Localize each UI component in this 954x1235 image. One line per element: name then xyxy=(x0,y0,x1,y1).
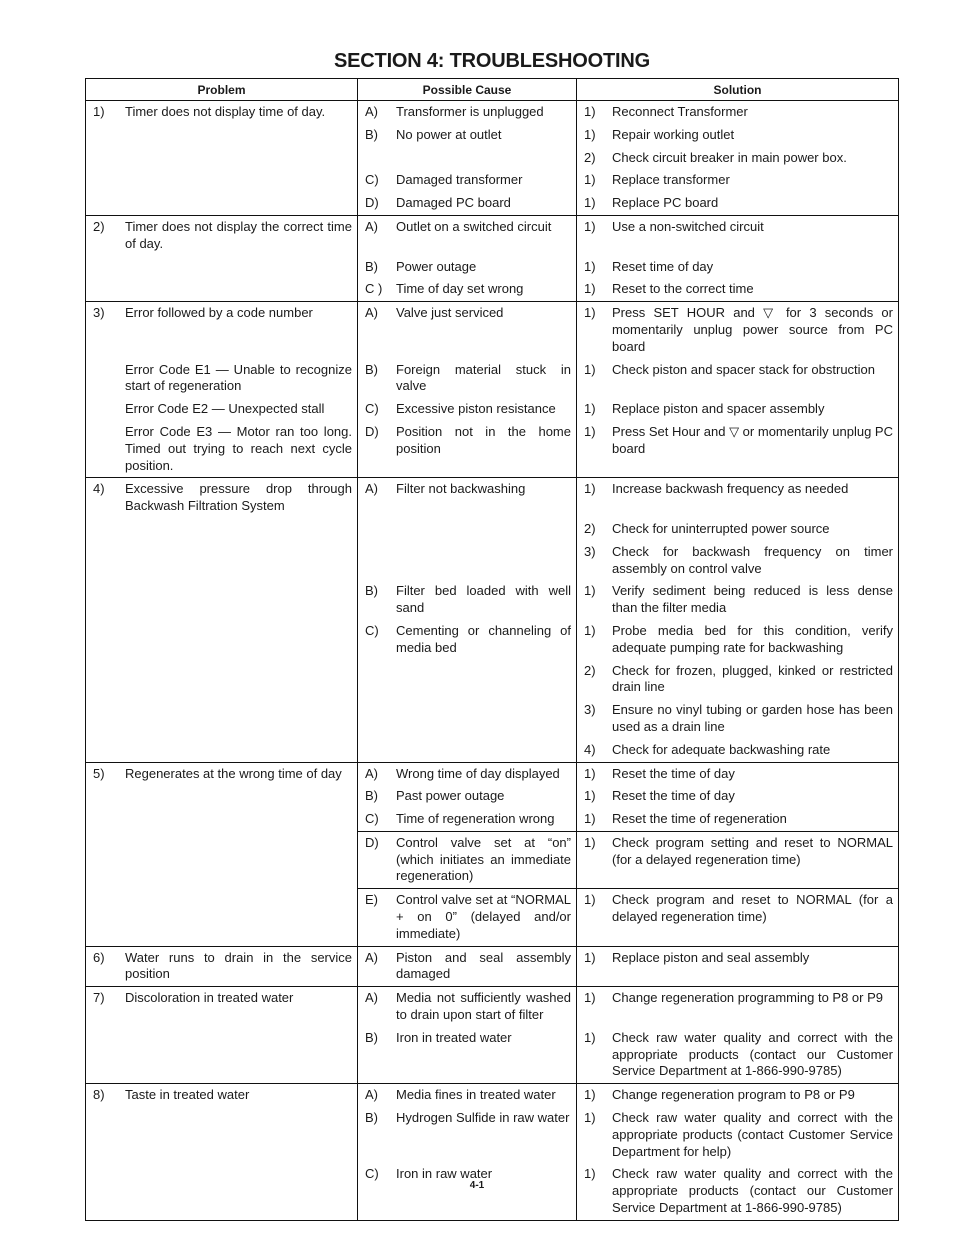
solution-text: Check raw water quality and correct with the appropriate products (contact our Customer Service Department at 1-866-990-9785) xyxy=(612,1029,893,1079)
problem-empty-cell xyxy=(86,1163,358,1220)
cause-empty-cell xyxy=(358,541,577,581)
cause-text: Valve just serviced xyxy=(396,305,504,321)
problem-cell xyxy=(86,359,358,399)
cause-header: Possible Cause xyxy=(358,79,577,101)
cause-text: Wrong time of day displayed xyxy=(396,765,560,781)
solution-cell xyxy=(577,808,899,831)
cause-number: A) xyxy=(365,481,378,497)
cause-text: Media not sufficiently washed to drain upon start of filter xyxy=(396,990,571,1023)
table-row xyxy=(86,946,899,987)
table-row xyxy=(86,889,899,946)
cause-number: D) xyxy=(365,195,379,211)
solution-cell xyxy=(577,278,899,301)
cause-number: E) xyxy=(365,892,378,908)
solution-cell xyxy=(577,1084,899,1107)
problem-text: Error Code E3 — Motor ran too long. Timed out trying to reach next cycle position. xyxy=(125,423,352,473)
problem-empty-cell xyxy=(86,660,358,700)
cause-text: Filter bed loaded with well sand xyxy=(396,583,571,616)
cause-number: C) xyxy=(365,811,379,827)
problem-cell xyxy=(86,478,358,518)
solution-cell xyxy=(577,1027,899,1084)
problem-cell xyxy=(86,946,358,987)
solution-text: Reset time of day xyxy=(612,258,714,274)
cause-text: Iron in raw water xyxy=(396,1166,493,1182)
solution-text: Check program and reset to NORMAL (for a delayed regeneration time) xyxy=(612,892,893,925)
cause-number: A) xyxy=(365,1087,378,1103)
problem-text: Regenerates at the wrong time of day xyxy=(125,765,342,781)
solution-cell xyxy=(577,889,899,946)
problem-cell xyxy=(86,398,358,421)
table-row xyxy=(86,785,899,808)
problem-cell xyxy=(86,987,358,1027)
solution-number: 1) xyxy=(584,834,596,850)
solution-number: 1) xyxy=(584,423,596,439)
solution-cell xyxy=(577,699,899,739)
solution-cell xyxy=(577,256,899,279)
problem-empty-cell xyxy=(86,699,358,739)
solution-text: Probe media bed for this condition, verify adequate pumping rate for backwashing xyxy=(612,622,893,655)
problem-empty-cell xyxy=(86,580,358,620)
table-row xyxy=(86,278,899,301)
table-body xyxy=(86,101,899,1221)
cause-text: Transformer is unplugged xyxy=(396,104,544,119)
solution-cell xyxy=(577,946,899,987)
cause-text: Power outage xyxy=(396,258,477,274)
solution-header: Solution xyxy=(577,79,899,101)
solution-number: 1) xyxy=(584,361,596,377)
cause-empty-cell xyxy=(358,739,577,762)
problem-cell xyxy=(86,1084,358,1107)
solution-cell xyxy=(577,660,899,700)
cause-text: Iron in treated water xyxy=(396,1029,512,1045)
problem-empty-cell xyxy=(86,278,358,301)
table-row xyxy=(86,699,899,739)
solution-text: Check raw water quality and correct with the appropriate products (contact Customer Service Department for help) xyxy=(612,1110,893,1159)
solution-number: 1) xyxy=(584,788,596,804)
problem-text: Water runs to drain in the service position xyxy=(125,949,352,982)
cause-empty-cell xyxy=(358,518,577,541)
problem-text: Discoloration in treated water xyxy=(125,990,294,1006)
cause-cell xyxy=(358,831,577,888)
problem-number-spacer xyxy=(93,362,125,396)
solution-number: 1) xyxy=(584,892,596,908)
solution-text: Replace piston and spacer assembly xyxy=(612,401,825,417)
solution-number: 1) xyxy=(584,218,596,234)
solution-text: Reset the time of day xyxy=(612,788,735,804)
table-row xyxy=(86,1163,899,1220)
solution-number: 1) xyxy=(584,258,596,274)
solution-text: Change regeneration programming to P8 or P9 xyxy=(612,990,883,1006)
table-row xyxy=(86,1027,899,1084)
page-number: 4-1 xyxy=(469,1180,485,1191)
problem-text: Error followed by a code number xyxy=(125,305,313,321)
cause-number: C) xyxy=(365,1166,379,1182)
solution-cell xyxy=(577,739,899,762)
cause-cell xyxy=(358,124,577,147)
table-row xyxy=(86,739,899,762)
problem-empty-cell xyxy=(86,1027,358,1084)
cause-number: B) xyxy=(365,258,378,274)
cause-cell xyxy=(358,762,577,785)
problem-header: Problem xyxy=(86,79,358,101)
solution-cell xyxy=(577,478,899,518)
solution-cell xyxy=(577,124,899,147)
problem-number: 1) xyxy=(93,104,105,119)
table-row xyxy=(86,147,899,170)
cause-empty-cell xyxy=(358,699,577,739)
table-row xyxy=(86,831,899,888)
solution-text: Check for adequate backwashing rate xyxy=(612,741,831,757)
solution-number: 1) xyxy=(584,195,596,211)
cause-text: Position not in the home position xyxy=(396,423,571,456)
cause-text: Piston and seal assembly damaged xyxy=(396,949,571,982)
cause-number: C) xyxy=(365,622,379,638)
cause-text: Time of day set wrong xyxy=(396,281,524,297)
problem-cell xyxy=(86,762,358,785)
cause-text: Outlet on a switched circuit xyxy=(396,218,552,234)
cause-cell xyxy=(358,1163,577,1220)
cause-cell xyxy=(358,946,577,987)
problem-empty-cell xyxy=(86,785,358,808)
table-row xyxy=(86,541,899,581)
solution-cell xyxy=(577,192,899,215)
cause-number: B) xyxy=(365,583,378,599)
cause-cell xyxy=(358,620,577,660)
problem-empty-cell xyxy=(86,169,358,192)
problem-empty-cell xyxy=(86,256,358,279)
solution-text: Verify sediment being reduced is less dense than the filter media xyxy=(612,583,893,616)
solution-number: 1) xyxy=(584,104,596,119)
cause-cell xyxy=(358,580,577,620)
cause-cell xyxy=(358,808,577,831)
cause-number: C ) xyxy=(365,281,383,297)
cause-number: C) xyxy=(365,172,379,188)
solution-text: Check program setting and reset to NORMAL (for a delayed regeneration time) xyxy=(612,834,893,867)
table-row xyxy=(86,660,899,700)
table-row xyxy=(86,359,899,399)
solution-cell xyxy=(577,169,899,192)
cause-number: D) xyxy=(365,423,379,439)
cause-cell xyxy=(358,278,577,301)
cause-cell xyxy=(358,987,577,1027)
solution-cell xyxy=(577,215,899,255)
cause-text: Excessive piston resistance xyxy=(396,401,556,417)
problem-number: 6) xyxy=(93,949,105,965)
table-row xyxy=(86,1084,899,1107)
solution-number: 1) xyxy=(584,811,596,827)
problem-text: Excessive pressure drop through Backwash Filtration System xyxy=(125,481,352,514)
cause-number: D) xyxy=(365,834,379,850)
cause-number: A) xyxy=(365,104,378,119)
problem-empty-cell xyxy=(86,739,358,762)
solution-number: 1) xyxy=(584,1087,596,1103)
cause-text: Damaged transformer xyxy=(396,172,523,188)
solution-cell xyxy=(577,359,899,399)
problem-number: 2) xyxy=(93,218,105,234)
solution-number: 1) xyxy=(584,1029,596,1045)
cause-number: A) xyxy=(365,305,378,321)
solution-number: 1) xyxy=(584,949,596,965)
cause-cell xyxy=(358,101,577,124)
solution-number: 3) xyxy=(584,543,596,559)
solution-number: 1) xyxy=(584,481,596,497)
solution-text: Reset to the correct time xyxy=(612,281,754,297)
cause-text: Past power outage xyxy=(396,788,505,804)
solution-cell xyxy=(577,580,899,620)
solution-cell xyxy=(577,541,899,581)
solution-cell xyxy=(577,302,899,359)
solution-text: Reconnect Transformer xyxy=(612,104,748,119)
solution-number: 2) xyxy=(584,149,596,165)
solution-text: Check piston and spacer stack for obstruction xyxy=(612,361,876,377)
solution-number: 1) xyxy=(584,1166,596,1182)
solution-number: 2) xyxy=(584,520,596,536)
cause-text: Media fines in treated water xyxy=(396,1087,556,1103)
problem-number: 5) xyxy=(93,765,105,781)
cause-cell xyxy=(358,256,577,279)
problem-empty-cell xyxy=(86,1107,358,1163)
problem-empty-cell xyxy=(86,831,358,888)
solution-number: 1) xyxy=(584,622,596,638)
cause-number: A) xyxy=(365,990,378,1006)
solution-cell xyxy=(577,987,899,1027)
table-row xyxy=(86,421,899,478)
cause-cell xyxy=(358,478,577,518)
problem-empty-cell xyxy=(86,147,358,170)
cause-cell xyxy=(358,169,577,192)
problem-text: Timer does not display time of day. xyxy=(125,104,326,119)
solution-cell xyxy=(577,147,899,170)
solution-number: 1) xyxy=(584,281,596,297)
solution-text: Check raw water quality and correct with the appropriate products (contact our Customer Service Department at 1-866-990-9785) xyxy=(612,1166,893,1216)
cause-text: Foreign material stuck in valve xyxy=(396,361,571,394)
table-row xyxy=(86,620,899,660)
solution-text: Ensure no vinyl tubing or garden hose has been used as a drain line xyxy=(612,702,893,734)
cause-text: Filter not backwashing xyxy=(396,481,526,497)
solution-number: 2) xyxy=(584,662,596,678)
solution-number: 1) xyxy=(584,765,596,781)
solution-number: 1) xyxy=(584,126,596,142)
cause-cell xyxy=(358,1027,577,1084)
solution-text: Press Set Hour and ▽ or momentarily unplug PC board xyxy=(612,423,893,456)
table-row xyxy=(86,478,899,518)
solution-number: 3) xyxy=(584,702,596,718)
solution-text: Replace transformer xyxy=(612,172,730,188)
problem-number-spacer xyxy=(93,424,125,474)
solution-number: 1) xyxy=(584,583,596,599)
problem-text: Timer does not display the correct time of day. xyxy=(125,218,352,251)
cause-number: B) xyxy=(365,1029,378,1045)
cause-text: Control valve set at “on” (which initiates an immediate regeneration) xyxy=(396,834,571,884)
solution-text: Check circuit breaker in main power box. xyxy=(612,149,847,165)
solution-number: 4) xyxy=(584,741,596,757)
page-title: SECTION 4: TROUBLESHOOTING xyxy=(334,50,650,72)
table-row xyxy=(86,302,899,359)
cause-text: Hydrogen Sulfide in raw water xyxy=(396,1110,570,1126)
solution-cell xyxy=(577,785,899,808)
cause-text: Control valve set at “NORMAL + on 0” (delayed and/or immediate) xyxy=(396,892,571,941)
solution-cell xyxy=(577,398,899,421)
cause-number: A) xyxy=(365,765,378,781)
problem-cell xyxy=(86,302,358,359)
cause-cell xyxy=(358,192,577,215)
problem-text: Error Code E2 — Unexpected stall xyxy=(125,401,325,417)
problem-empty-cell xyxy=(86,620,358,660)
solution-text: Replace PC board xyxy=(612,195,719,211)
cause-cell xyxy=(358,421,577,478)
cause-cell xyxy=(358,889,577,946)
cause-cell xyxy=(358,302,577,359)
table-row xyxy=(86,101,899,124)
problem-text: Error Code E1 — Unable to recognize start of regeneration xyxy=(125,361,352,394)
table-row xyxy=(86,762,899,785)
table-row xyxy=(86,398,899,421)
solution-text: Increase backwash frequency as needed xyxy=(612,481,849,497)
cause-number: C) xyxy=(365,401,379,417)
cause-cell xyxy=(358,785,577,808)
cause-cell xyxy=(358,359,577,399)
solution-cell xyxy=(577,421,899,478)
troubleshooting-table xyxy=(85,78,899,1221)
problem-empty-cell xyxy=(86,124,358,147)
cause-text: Cementing or channeling of media bed xyxy=(396,622,571,655)
table-header-row xyxy=(86,79,899,101)
problem-number: 3) xyxy=(93,305,105,321)
problem-empty-cell xyxy=(86,808,358,831)
problem-cell xyxy=(86,101,358,124)
solution-text: Reset the time of regeneration xyxy=(612,811,787,827)
solution-cell xyxy=(577,831,899,888)
problem-empty-cell xyxy=(86,541,358,581)
cause-number: A) xyxy=(365,949,378,965)
solution-number: 1) xyxy=(584,172,596,188)
cause-cell xyxy=(358,1084,577,1107)
table-row xyxy=(86,215,899,255)
cause-number: B) xyxy=(365,126,378,142)
cause-text: Damaged PC board xyxy=(396,195,511,211)
solution-text: Use a non-switched circuit xyxy=(612,218,764,234)
solution-number: 1) xyxy=(584,1110,596,1126)
solution-text: Replace piston and seal assembly xyxy=(612,949,810,965)
table-row xyxy=(86,987,899,1027)
solution-cell xyxy=(577,1107,899,1163)
cause-number: B) xyxy=(365,788,378,804)
solution-text: Check for uninterrupted power source xyxy=(612,520,830,536)
table-row xyxy=(86,808,899,831)
table-row xyxy=(86,580,899,620)
solution-text: Check for backwash frequency on timer assembly on control valve xyxy=(612,543,893,576)
problem-number-spacer xyxy=(93,401,125,418)
solution-text: Change regeneration program to P8 or P9 xyxy=(612,1087,855,1103)
table-row xyxy=(86,124,899,147)
solution-cell xyxy=(577,101,899,124)
problem-number: 7) xyxy=(93,990,105,1006)
solution-text: Repair working outlet xyxy=(612,126,735,142)
solution-number: 1) xyxy=(584,305,596,321)
cause-number: A) xyxy=(365,218,378,234)
solution-cell xyxy=(577,1163,899,1220)
table-row xyxy=(86,169,899,192)
solution-cell xyxy=(577,762,899,785)
cause-cell xyxy=(358,1107,577,1163)
cause-number: B) xyxy=(365,1110,378,1126)
cause-text: Time of regeneration wrong xyxy=(396,811,555,827)
solution-text: Check for frozen, plugged, kinked or restricted drain line xyxy=(612,662,893,695)
problem-number: 4) xyxy=(93,481,105,497)
problem-empty-cell xyxy=(86,192,358,215)
problem-empty-cell xyxy=(86,889,358,946)
table-row xyxy=(86,192,899,215)
solution-number: 1) xyxy=(584,401,596,417)
problem-number: 8) xyxy=(93,1087,105,1103)
problem-empty-cell xyxy=(86,518,358,541)
cause-empty-cell xyxy=(358,147,577,170)
cause-empty-cell xyxy=(358,660,577,700)
cause-cell xyxy=(358,215,577,255)
problem-cell xyxy=(86,421,358,478)
table-row xyxy=(86,518,899,541)
cause-cell xyxy=(358,398,577,421)
solution-number: 1) xyxy=(584,990,596,1006)
solution-text: Reset the time of day xyxy=(612,765,735,781)
solution-text: Press SET HOUR and ▽ for 3 seconds or momentarily unplug power source from PC board xyxy=(612,305,893,354)
problem-text: Taste in treated water xyxy=(125,1087,250,1103)
solution-cell xyxy=(577,620,899,660)
cause-text: No power at outlet xyxy=(396,126,502,142)
table-row xyxy=(86,256,899,279)
solution-cell xyxy=(577,518,899,541)
table-row xyxy=(86,1107,899,1163)
problem-cell xyxy=(86,215,358,255)
cause-number: B) xyxy=(365,361,378,377)
